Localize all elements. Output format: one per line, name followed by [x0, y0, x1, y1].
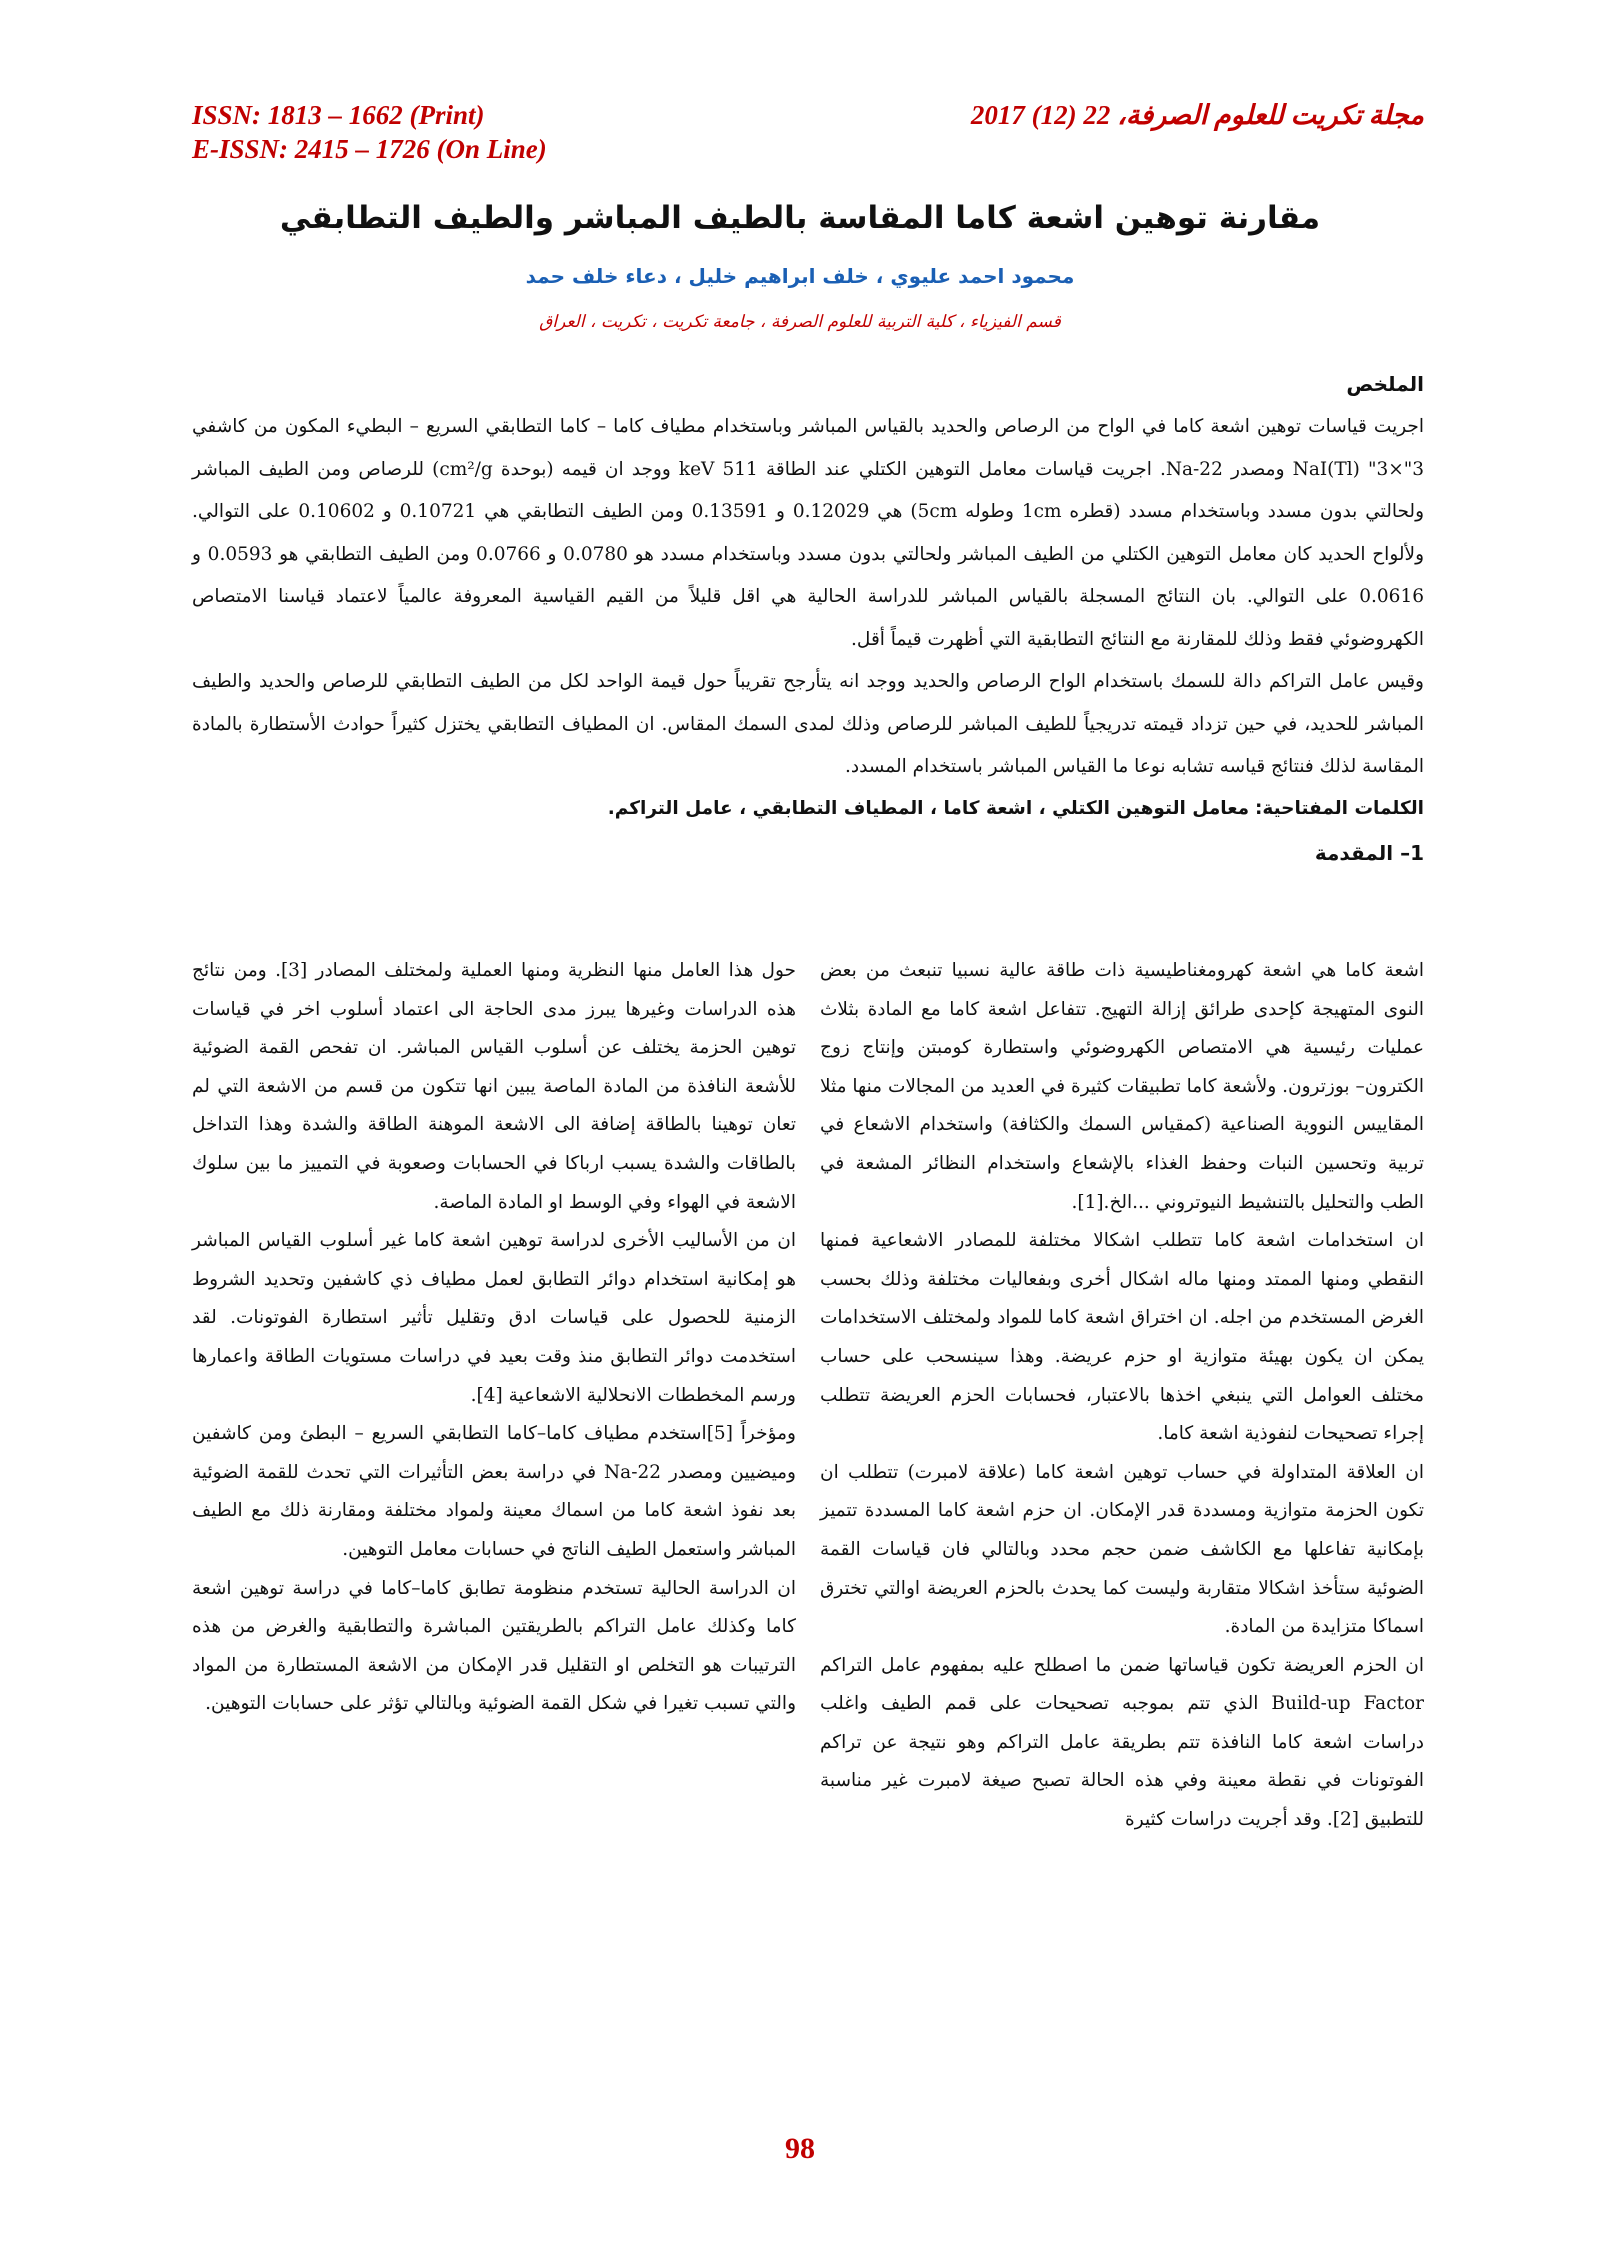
intro-paragraph: ان العلاقة المتداولة في حساب توهين اشعة كاما (علاقة لامبرت) تتطلب ان تكون الحزمة متوازية ومسددة قدر الإمكان. ان حزم اشعة كاما المسددة تتميز بإمكانية تفاعلها مع الكاشف ضمن حجم محدد وبالتالي فان قياسات القمة الضوئية ستأخذ اشكالا متقاربة وليست كما يحدث بالحزم العريضة اوالتي تخترق اسماكا متزايدة من المادة.	[820, 1461, 1424, 1638]
body-column-right	[820, 952, 1424, 1840]
issn-print: ISSN: 1813 – 1662 (Print)	[192, 100, 485, 130]
intro-paragraph: ومؤخراً [5]استخدم مطياف كاما–كاما التطابقي السريع – البطئ ومن كاشفين وميضيين ومصدر Na-22 في دراسة بعض التأثيرات التي تحدث للقمة الضوئية بعد نفوذ اشعة كاما من اسماك معينة ولمواد مختلفة ومقارنة ذلك مع الطيف المباشر واستعمل الطيف الناتج في حسابات معامل التوهين.	[192, 1423, 796, 1560]
section-heading-introduction: 1– المقدمة	[1314, 840, 1424, 865]
intro-paragraph: اشعة كاما هي اشعة كهرومغناطيسية ذات طاقة عالية نسبيا تنبعث من بعض النوى المتهيجة كإحدى طرائق إزالة التهيج. تتفاعل اشعة كاما مع المادة بثلاث عمليات رئيسية هي الامتصاص الكهروضوئي واستطارة كومبتن وإنتاج زوج الكترون– بوزترون. ولأشعة كاما تطبيقات كثيرة في العديد من المجالات منها مثلا المقاييس النووية الصناعية (كمقياس السمك والكثافة) واستخدام الاشعاع في تربية وتحسين النبات وحفظ الغذاء بالإشعاع واستخدام النظائر المشعة في الطب والتحليل بالتنشيط النيوتروني ...الخ.[1].	[820, 960, 1424, 1213]
intro-paragraph: ان الحزم العريضة تكون قياساتها ضمن ما اصطلح عليه بمفهوم عامل التراكم Build-up Factor الذي تتم بموجبه تصحيحات على قمم الطيف واغلب دراسات اشعة كاما النافذة تتم بطريقة عامل التراكم وهو نتيجة عن تراكم الفوتونات في نقطة معينة وفي هذه الحالة تصبح صيغة لامبرت غير مناسبة للتطبيق [2]. وقد أجريت دراسات كثيرة	[820, 1654, 1424, 1831]
page-number: 98	[785, 2132, 815, 2165]
paper-affiliation: قسم الفيزياء ، كلية التربية للعلوم الصرفة ، جامعة تكريت ، تكريت ، العراق	[539, 312, 1061, 332]
abstract-paragraph-2: وقيس عامل التراكم دالة للسمك باستخدام الواح الرصاص والحديد ووجد انه يتأرجح تقريباً حول قيمة الواحد لكل من الطيف التطابقي للرصاص والحديد والطيف المباشر للحديد، في حين تزداد قيمته تدريجياً للطيف المباشر للرصاص وذلك لمدى السمك المقاس. ان المطياف التطابقي يختزل كثيراً حوادث الأستطارة بالمادة المقاسة لذلك فنتائج قياسه تشابه نوعا ما القياس المباشر باستخدام المسدد.	[192, 671, 1424, 777]
abstract-heading: الملخص	[1346, 372, 1424, 396]
paper-authors: محمود احمد عليوي ، خلف ابراهيم خليل ، دعاء خلف حمد	[525, 264, 1075, 288]
journal-citation: مجلة تكريت للعلوم الصرفة، 22 (12) 2017	[970, 100, 1424, 130]
keywords-text: معامل التوهين الكتلي ، اشعة كاما ، المطياف التطابقي ، عامل التراكم.	[607, 797, 1250, 819]
intro-paragraph: ان الدراسة الحالية تستخدم منظومة تطابق كاما–كاما في دراسة توهين اشعة كاما وكذلك عامل التراكم بالطريقتين المباشرة والتطابقية والغرض من هذه الترتيبات هو التخلص او التقليل قدر الإمكان من الاشعة المستطارة من المواد والتي تسبب تغيرا في شكل القمة الضوئية وبالتالي تؤثر على حسابات التوهين.	[192, 1577, 796, 1715]
keywords-label: الكلمات المفتاحية:	[1255, 797, 1424, 819]
paper-title: مقارنة توهين اشعة كاما المقاسة بالطيف المباشر والطيف التطابقي	[279, 200, 1321, 236]
issn-block	[192, 98, 547, 166]
keywords-line	[192, 789, 1424, 829]
abstract-paragraph-1: اجريت قياسات توهين اشعة كاما في الواح من الرصاص والحديد بالقياس المباشر وباستخدام مطياف كاما – كاما التطابقي السريع – البطيء المكون من كاشفي NaI(Tl) "3×"3 ومصدر Na-22. اجريت قياسات معامل التوهين الكتلي عند الطاقة 511 keV ووجد ان قيمه (بوحدة cm²/g) للرصاص ومن الطيف المباشر ولحالتي بدون مسدد وباستخدام مسدد (قطره 1cm وطوله 5cm) هي 0.12029 و 0.13591 ومن الطيف التطابقي هي 0.10721 و 0.10602 على التوالي. ولألواح الحديد كان معامل التوهين الكتلي من الطيف المباشر ولحالتي بدون مسدد وباستخدام مسدد هو 0.0780 و 0.0766 ومن الطيف التطابقي هو 0.0593 و 0.0616 على التوالي. بان النتائج المسجلة بالقياس المباشر للدراسة الحالية هي اقل قليلاً من القيم القياسية المعروفة عالمياً لاعتماد قياسنا الامتصاص الكهروضوئي فقط وذلك للمقارنة مع النتائج التطابقية التي أظهرت قيماً أقل.	[192, 416, 1425, 650]
intro-paragraph: ان من الأساليب الأخرى لدراسة توهين اشعة كاما غير أسلوب القياس المباشر هو إمكانية استخدام دوائر التطابق لعمل مطياف ذي كاشفين وتحديد الشروط الزمنية للحصول على قياسات ادق وتقليل تأثير استطارة الفوتونات. لقد استخدمت دوائر التطابق منذ وقت بعيد في دراسات مستويات الطاقة واعمارها ورسم المخططات الانحلالية الاشعاعية [4].	[192, 1230, 796, 1406]
abstract-section	[192, 372, 1424, 873]
body-column-left	[192, 952, 796, 1724]
intro-paragraph: ان استخدامات اشعة كاما تتطلب اشكالا مختلفة للمصادر الاشعاعية فمنها النقطي ومنها الممتد ومنها ماله اشكال أخرى وبفعاليات مختلفة وذلك بحسب الغرض المستخدم من اجله. ان اختراق اشعة كاما للمواد ولمختلف الاستخدامات يمكن ان يكون بهيئة متوازية او حزم عريضة. وهذا سينسحب على حساب مختلف العوامل التي ينبغي اخذها بالاعتبار، فحسابات الحزم العريضة تتطلب إجراء تصحيحات لنفوذية اشعة كاما.	[820, 1230, 1424, 1445]
issn-online: E-ISSN: 2415 – 1726 (On Line)	[192, 134, 547, 164]
intro-paragraph: حول هذا العامل منها النظرية ومنها العملية ولمختلف المصادر [3]. ومن نتائج هذه الدراسات وغيرها يبرز مدى الحاجة الى اعتماد أسلوب اخر في قياسات توهين الحزمة يختلف عن أسلوب القياس المباشر. ان تفحص القمة الضوئية للأشعة النافذة من المادة الماصة يبين انها تتكون من قسم من الاشعة التي لم تعان توهينا بالطاقة إضافة الى الاشعة الموهنة الطاقة والشدة وهذا التداخل بالطاقات والشدة يسبب ارباكا في الحسابات وصعوبة في التمييز ما بين سلوك الاشعة في الهواء وفي الوسط او المادة الماصة.	[192, 960, 796, 1213]
